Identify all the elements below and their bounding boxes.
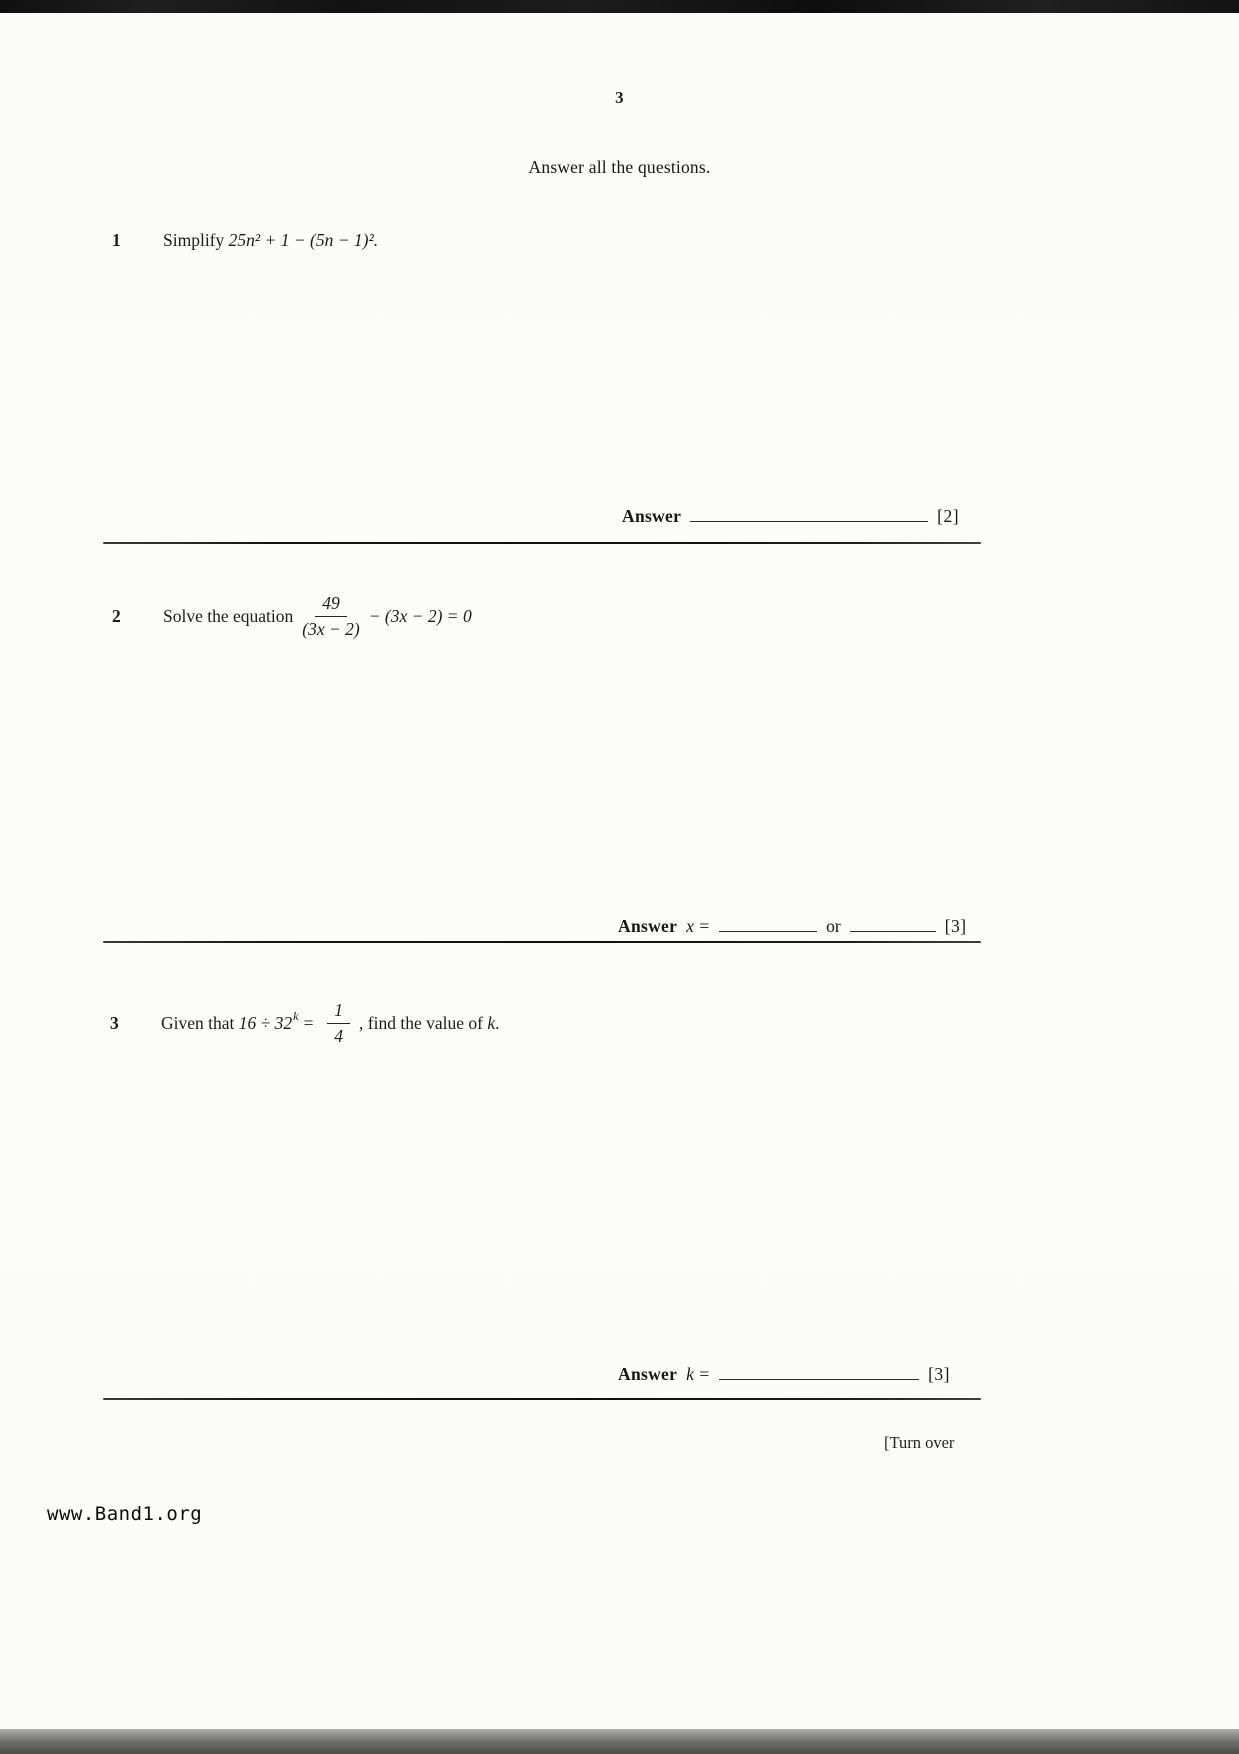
answer-row-1 — [622, 506, 959, 527]
marks-badge: [2] — [937, 506, 960, 526]
answer-blank-line — [719, 929, 817, 932]
question-3-suffix: , find the value of — [359, 1012, 488, 1033]
section-divider — [103, 941, 981, 943]
question-3-period: . — [495, 1012, 500, 1033]
answer-variable: k = — [686, 1364, 711, 1384]
page-number: 3 — [615, 88, 624, 107]
question-1-expression: 25n² + 1 − (5n − 1)². — [228, 230, 379, 250]
turn-over-label: [Turn over — [884, 1433, 955, 1452]
section-divider — [103, 1398, 981, 1400]
variable-k: k — [487, 1012, 496, 1033]
footer-watermark-url: www.Band1.org — [47, 1503, 203, 1525]
scan-artifact-bottom-bar — [0, 1729, 1239, 1754]
fraction-denominator: (3x − 2) — [302, 618, 360, 639]
scan-artifact-top-bar — [0, 0, 1239, 13]
fraction-denominator: 4 — [334, 1025, 344, 1046]
fraction — [302, 593, 359, 638]
question-1 — [112, 230, 378, 251]
exponent: k — [293, 1008, 299, 1023]
answer-blank-line — [850, 929, 936, 932]
answer-row-2 — [618, 916, 967, 937]
question-3-base-expression: 16 ÷ 32 — [238, 1012, 293, 1033]
marks-badge: [3] — [928, 1364, 951, 1384]
question-3-number: 3 — [110, 1012, 119, 1033]
answer-variable: x = — [686, 916, 711, 936]
fraction-numerator: 1 — [327, 1000, 350, 1023]
fraction-numerator: 49 — [315, 593, 347, 616]
fraction — [327, 1000, 350, 1045]
answer-row-3 — [618, 1364, 950, 1385]
answer-label: Answer — [618, 916, 678, 936]
instructions-heading: Answer all the questions. — [528, 157, 711, 177]
or-label: or — [826, 916, 841, 936]
answer-label: Answer — [618, 1364, 678, 1384]
question-3-prompt: Given that — [161, 1012, 239, 1033]
answer-label: Answer — [622, 506, 682, 526]
question-1-number: 1 — [112, 230, 121, 250]
question-2-expression: − (3x − 2) = 0 — [368, 605, 472, 626]
question-2-prompt: Solve the equation — [163, 605, 294, 626]
answer-blank-line — [690, 519, 928, 522]
marks-badge: [3] — [944, 916, 967, 936]
question-1-prompt: Simplify — [163, 230, 229, 250]
question-3 — [110, 993, 499, 1053]
question-2 — [112, 585, 472, 647]
section-divider — [103, 542, 981, 544]
equals-sign: = — [302, 1012, 315, 1033]
answer-blank-line — [719, 1377, 919, 1380]
question-2-number: 2 — [112, 605, 121, 626]
